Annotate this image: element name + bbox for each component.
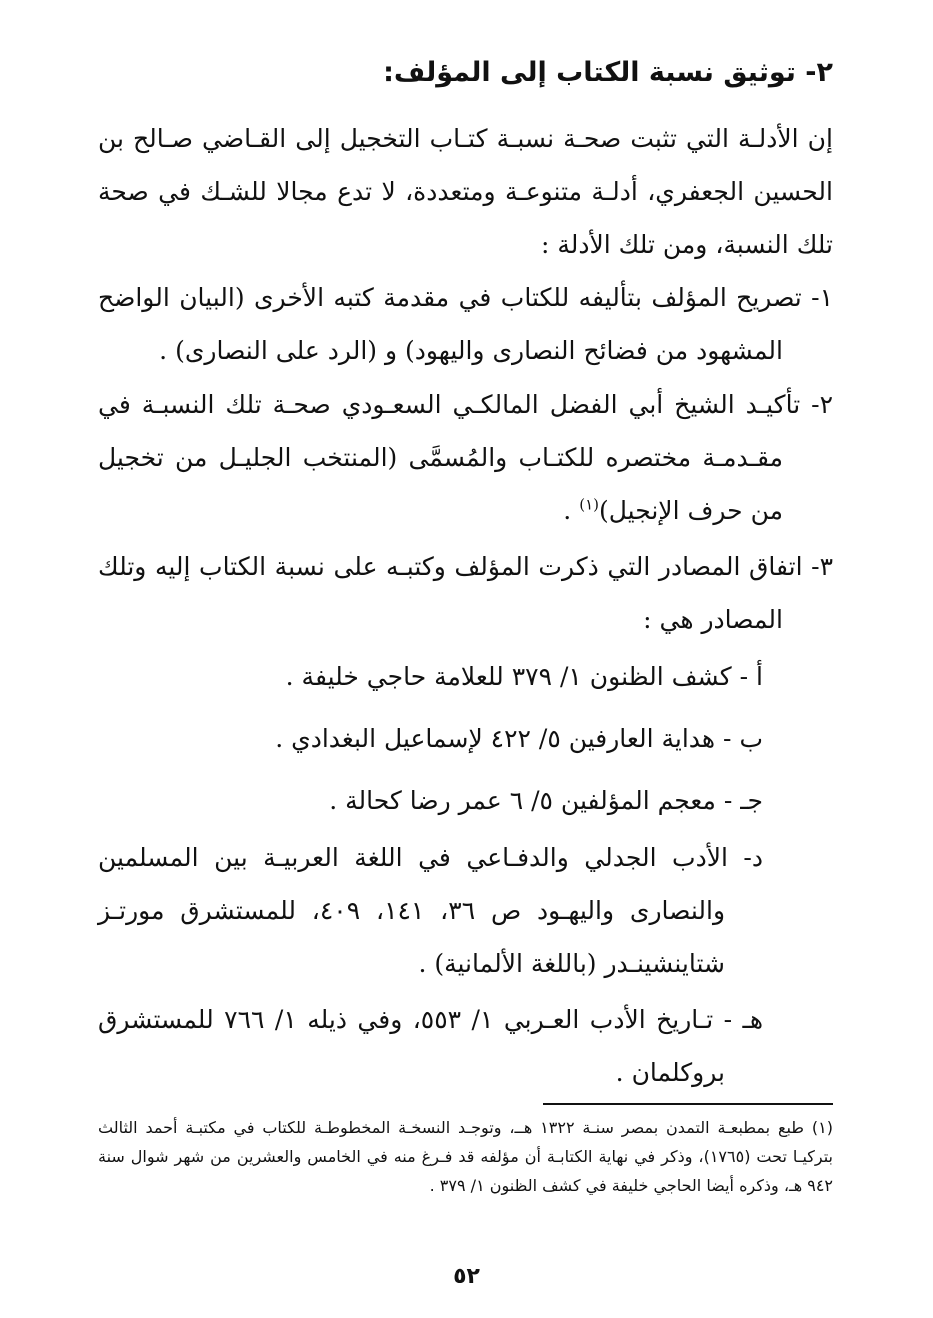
footnote-text: (١) طبع بمطبعـة التمدن بمصر سنـة ١٣٢٢ هــ، وتوجـد النسخـة المخطوطـة للكتاب في مكتبـة أحمد الثالث بتركيـا تحت (١٧٦٥)، وذكر في نهاية الكتابـة أن مؤلفه قد فـرغ منه في الخامس والعشرين من شهر شوال سنة ٩٤٢ هـ، وذكره أيضا الحاجي خليفة في كشف الظنون ١/ ٣٧٩ .: [98, 1118, 834, 1195]
source-item-b: ب - هداية العارفين ٥/ ٤٢٢ لإسماعيل البغدادي .: [275, 724, 763, 753]
source-item-a: أ - كشف الظنون ١/ ٣٧٩ للعلامة حاجي خليفة .: [285, 662, 763, 691]
evidence-item-1: ١- تصريح المؤلف بتأليفه للكتاب في مقدمة كتبه الأخرى (البيان الواضح المشهود من فضائح النصارى واليهود) و (الرد على النصارى) .: [98, 283, 833, 365]
footnote-reference[interactable]: (١): [579, 495, 599, 514]
evidence-item-2-tail: .: [563, 496, 580, 525]
evidence-item-2: [98, 378, 833, 537]
section-heading: ٢- توثيق نسبة الكتاب إلى المؤلف:: [383, 57, 833, 88]
source-item-d: د- الأدب الجدلي والدفـاعي في اللغة العربيـة بين المسلمين والنصارى واليهـود ص ٣٦، ١٤١، ٤٠٩، للمستشرق مورتـز شتاينشينـدر (باللغة الألمانية) .: [98, 843, 763, 978]
page-number: ٥٢: [453, 1264, 480, 1289]
intro-paragraph: إن الأدلـة التي تثبت صحـة نسبـة كتـاب التخجيل إلى القـاضي صـالح بن الحسين الجعفري، أدلـة متنوعـة ومتعددة، لا تدع مجالا للشـك في صحة تلك النسبة، ومن تلك الأدلة :: [98, 124, 833, 259]
footnote-separator: [543, 1103, 833, 1105]
evidence-item-2-text: ٢- تأكيـد الشيخ أبي الفضل المالكـي السعـودي صحـة تلك النسبـة في مقـدمـة مختصره للكتـاب والمُسمَّى (المنتخب الجليـل من تخجيل من حرف الإنجيل): [98, 390, 833, 525]
source-item-c: جـ - معجم المؤلفين ٥/ ٦ عمر رضا كحالة .: [329, 786, 763, 815]
source-item-e: هـ - تـاريخ الأدب العـربي ١/ ٥٥٣، وفي ذيله ١/ ٧٦٦ للمستشرق بروكلمان .: [98, 1005, 764, 1087]
evidence-item-3: ٣- اتفاق المصادر التي ذكرت المؤلف وكتبـه على نسبة الكتاب إليه وتلك المصادر هي :: [98, 552, 833, 634]
